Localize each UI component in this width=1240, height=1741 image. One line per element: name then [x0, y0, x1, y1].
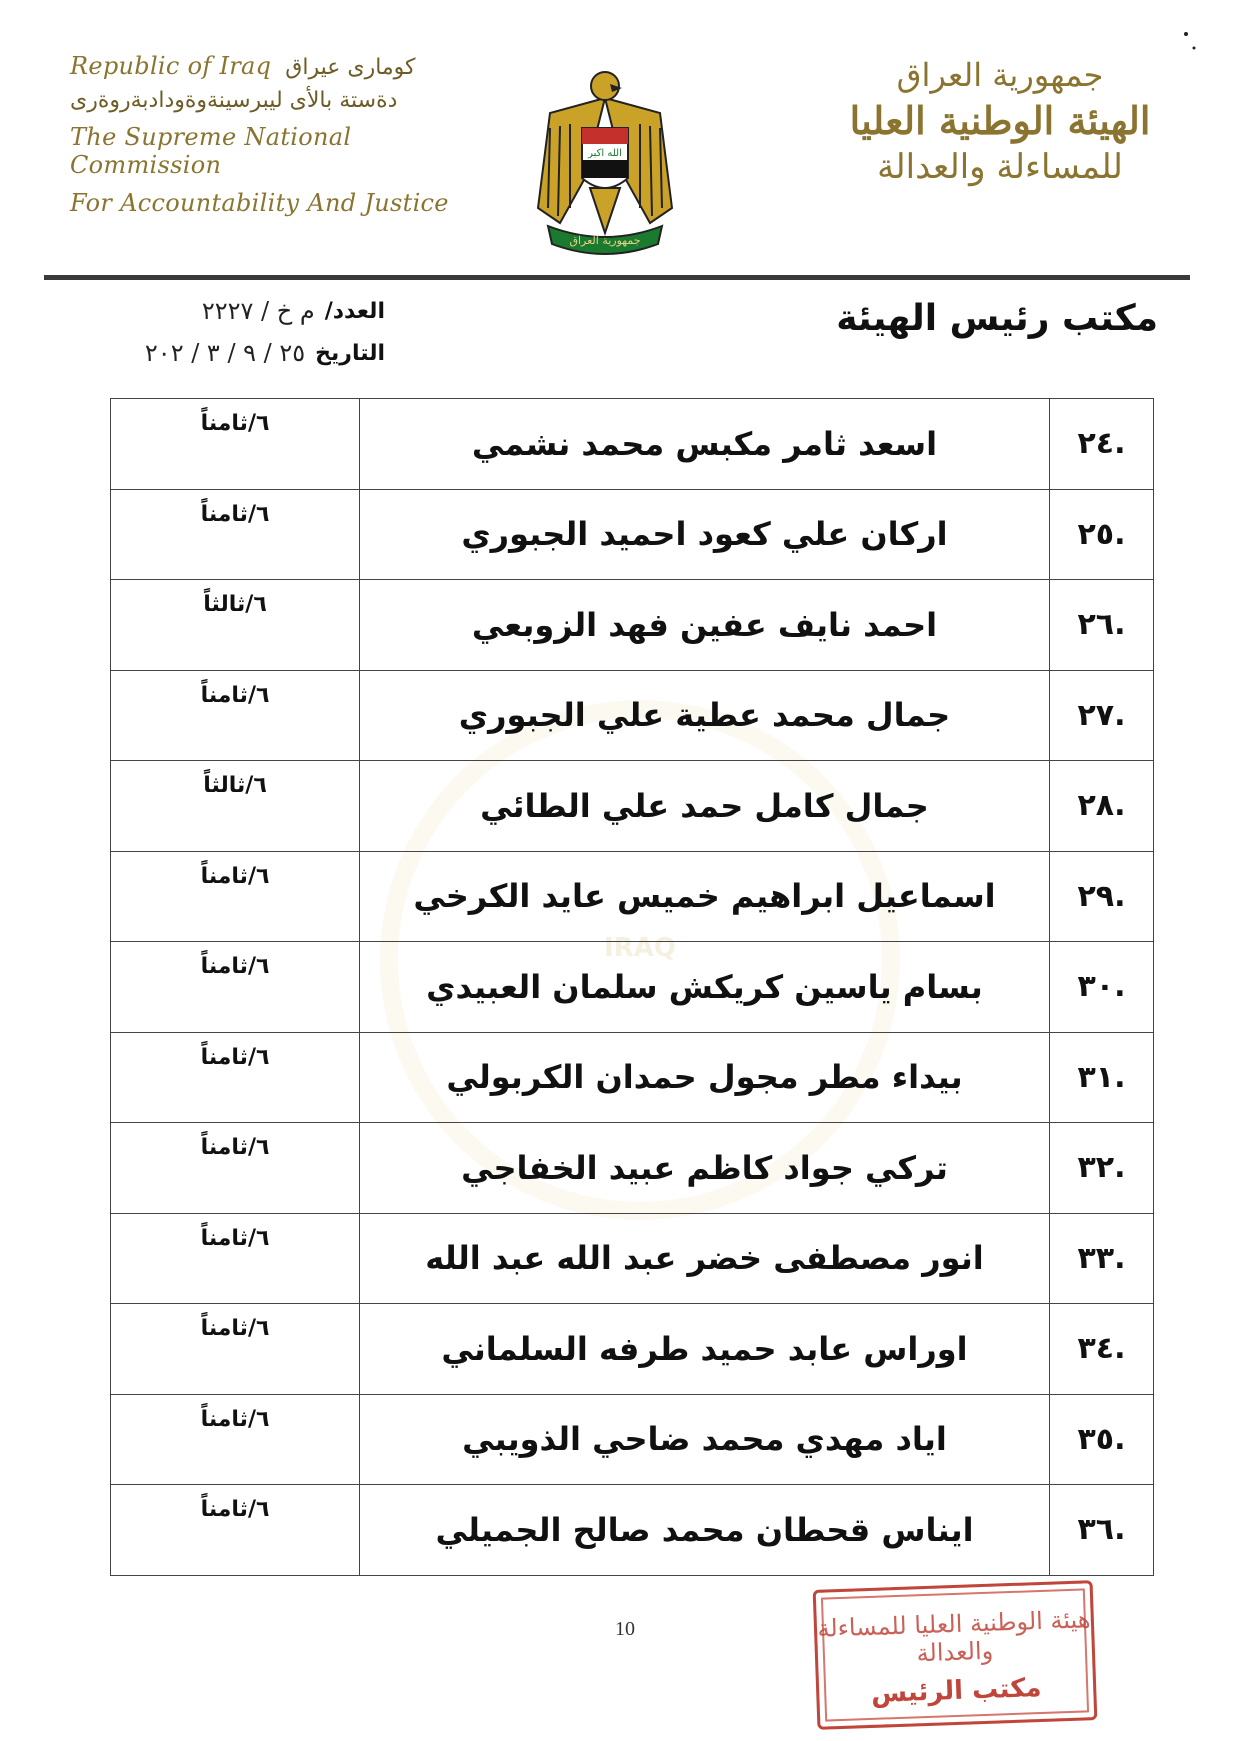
- reference-date-row: [85, 332, 385, 374]
- table-row: [111, 761, 1154, 852]
- letterhead-left-line1: [70, 52, 500, 80]
- person-name: اياد مهدي محمد ضاحي الذويبي: [360, 1394, 1050, 1485]
- grade-value: ٦/ثامناً: [111, 399, 360, 490]
- person-name: بسام ياسين كريكش سلمان العبيدي: [360, 942, 1050, 1033]
- commission-name-ar-line2: للمساءلة والعدالة: [877, 147, 1123, 187]
- republic-of-iraq-ar: جمهورية العراق: [896, 56, 1104, 94]
- grade-value: ٦/ثالثاً: [111, 580, 360, 671]
- stamp-commission-text: هيئة الوطنية العليا للمساءلة والعدالة: [816, 1605, 1091, 1668]
- grade-value: ٦/ثامناً: [111, 489, 360, 580]
- grade-value: ٦/ثامناً: [111, 1123, 360, 1214]
- table-row: [111, 1394, 1154, 1485]
- date-value: ٢٥ / ٩ / ٣ / ٢٠٢: [144, 339, 306, 367]
- row-number: .٢٦: [1050, 580, 1154, 671]
- grade-value: ٦/ثامناً: [111, 1304, 360, 1395]
- commission-name-en-line2: For Accountability And Justice: [70, 189, 449, 217]
- stamp-office-text: مكتب الرئيس: [870, 1673, 1042, 1709]
- emblem-banner-text: جمهورية العراق: [569, 234, 641, 247]
- reference-block: [85, 290, 385, 374]
- reference-number-row: [85, 290, 385, 332]
- kurdish-commission-text: دةستة بالأى ليبرسينةوةودادبةروةرى: [70, 88, 398, 113]
- number-label: العدد/: [324, 298, 385, 324]
- row-number: .٣٢: [1050, 1123, 1154, 1214]
- grade-value: ٦/ثامناً: [111, 1213, 360, 1304]
- kurdish-country-text: كومارى عيراق: [285, 55, 416, 80]
- person-name: انور مصطفى خضر عبد الله عبد الله: [360, 1213, 1050, 1304]
- grade-value: ٦/ثامناً: [111, 851, 360, 942]
- names-table: [110, 398, 1154, 1576]
- row-number: .٢٥: [1050, 489, 1154, 580]
- table-row: [111, 1213, 1154, 1304]
- person-name: جمال محمد عطية علي الجبوري: [360, 670, 1050, 761]
- republic-of-iraq-text: Republic of Iraq: [70, 52, 272, 80]
- person-name: احمد نايف عفين فهد الزوبعي: [360, 580, 1050, 671]
- table-row: [111, 851, 1154, 942]
- office-title: مكتب رئيس الهيئة: [836, 298, 1158, 339]
- grade-value: ٦/ثامناً: [111, 1032, 360, 1123]
- letterhead-right: [830, 56, 1170, 187]
- table-row: [111, 670, 1154, 761]
- date-label: التاريخ: [315, 340, 385, 366]
- row-number: .٣٣: [1050, 1213, 1154, 1304]
- row-number: .٢٨: [1050, 761, 1154, 852]
- commission-name-ar-line1: الهيئة الوطنية العليا: [849, 98, 1151, 143]
- table-row: [111, 1485, 1154, 1576]
- table-row: [111, 489, 1154, 580]
- grade-value: ٦/ثامناً: [111, 670, 360, 761]
- person-name: اوراس عابد حميد طرفه السلماني: [360, 1304, 1050, 1395]
- office-stamp: [813, 1580, 1098, 1730]
- watermark-text: IRAQ: [604, 933, 676, 963]
- grade-value: ٦/ثامناً: [111, 942, 360, 1033]
- grade-value: ٦/ثامناً: [111, 1394, 360, 1485]
- row-number: .٢٩: [1050, 851, 1154, 942]
- table-row: [111, 942, 1154, 1033]
- row-number: .٣١: [1050, 1032, 1154, 1123]
- page-number: 10: [615, 1618, 635, 1640]
- person-name: تركي جواد كاظم عبيد الخفاجي: [360, 1123, 1050, 1214]
- row-number: .٣٦: [1050, 1485, 1154, 1576]
- row-number: .٢٤: [1050, 399, 1154, 490]
- person-name: اركان علي كعود احميد الجبوري: [360, 489, 1050, 580]
- person-name: اسماعيل ابراهيم خميس عايد الكرخي: [360, 851, 1050, 942]
- row-number: .٣٤: [1050, 1304, 1154, 1395]
- eagle-emblem-icon: [530, 58, 680, 258]
- grade-value: ٦/ثامناً: [111, 1485, 360, 1576]
- table-row: [111, 1304, 1154, 1395]
- row-number: .٣٠: [1050, 942, 1154, 1033]
- row-number: .٣٥: [1050, 1394, 1154, 1485]
- table-row: [111, 1123, 1154, 1214]
- header-divider: [44, 275, 1190, 280]
- table-row: [111, 399, 1154, 490]
- number-value: م خ / ٢٢٢٧: [201, 297, 315, 325]
- scan-specks: [1180, 30, 1200, 60]
- commission-name-en-line1: The Supreme National Commission: [70, 123, 352, 179]
- row-number: .٢٧: [1050, 670, 1154, 761]
- person-name: جمال كامل حمد علي الطائي: [360, 761, 1050, 852]
- person-name: بيداء مطر مجول حمدان الكربولي: [360, 1032, 1050, 1123]
- grade-value: ٦/ثالثاً: [111, 761, 360, 852]
- person-name: ايناس قحطان محمد صالح الجميلي: [360, 1485, 1050, 1576]
- emblem-shield-text: الله اكبر: [588, 148, 622, 159]
- person-name: اسعد ثامر مكبس محمد نشمي: [360, 399, 1050, 490]
- table-row: [111, 1032, 1154, 1123]
- table-row: [111, 580, 1154, 671]
- letterhead-left: [70, 52, 500, 217]
